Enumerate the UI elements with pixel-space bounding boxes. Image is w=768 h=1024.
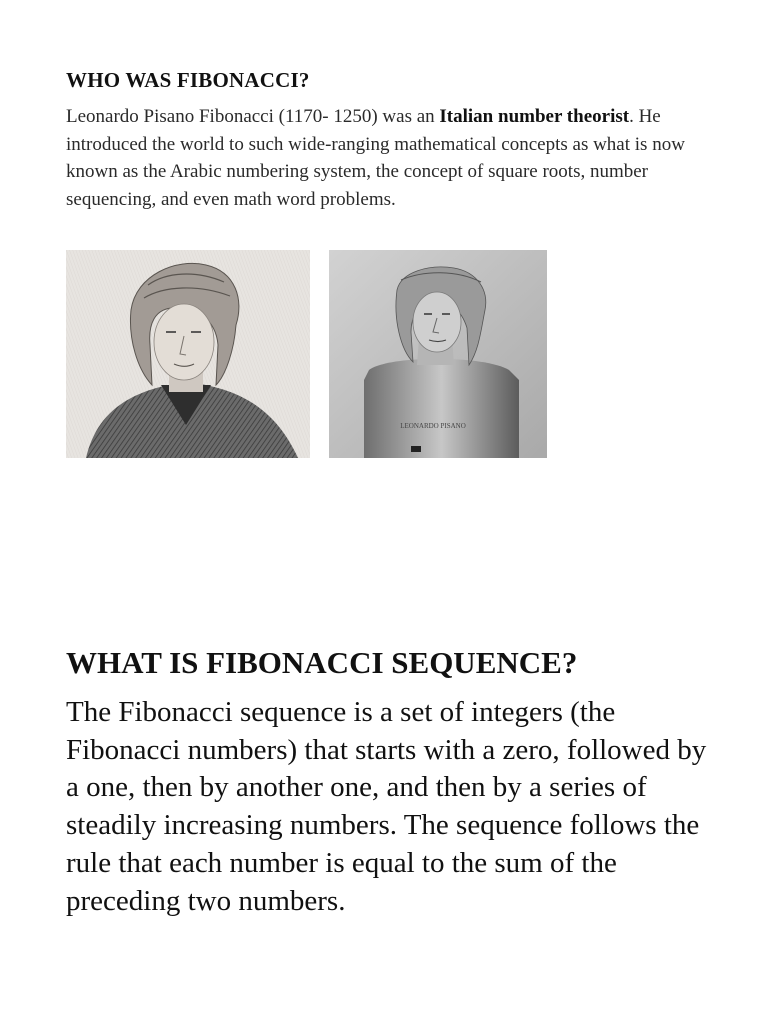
bust-inscription: LEONARDO PISANO (400, 422, 466, 430)
intro-text-start: Leonardo Pisano Fibonacci (1170- 1250) was an (66, 106, 440, 127)
sequence-paragraph: The Fibonacci sequence is a set of integers (the Fibonacci numbers) that starts with a zero, followed by a one, then by another one, and then by a series of steadily increasing numbers. The sequence follows the rule that each number is equal to the sum of the preceding two numbers. (66, 696, 707, 917)
intro-paragraph (66, 103, 706, 213)
section-heading-sequence: WHAT IS FIBONACCI SEQUENCE? (66, 645, 578, 680)
fibonacci-engraving-image (66, 250, 310, 458)
intro-text-end: . He introduced the world to such wide-ranging mathematical concepts as what is now known as the Arabic numbering system, the concept of square roots, number sequencing, and even math word problems. (66, 106, 685, 210)
fibonacci-bust-image (329, 250, 547, 458)
section-heading-who: WHO WAS FIBONACCI? (66, 68, 310, 92)
intro-bold-phrase: Italian number theorist (439, 106, 630, 127)
